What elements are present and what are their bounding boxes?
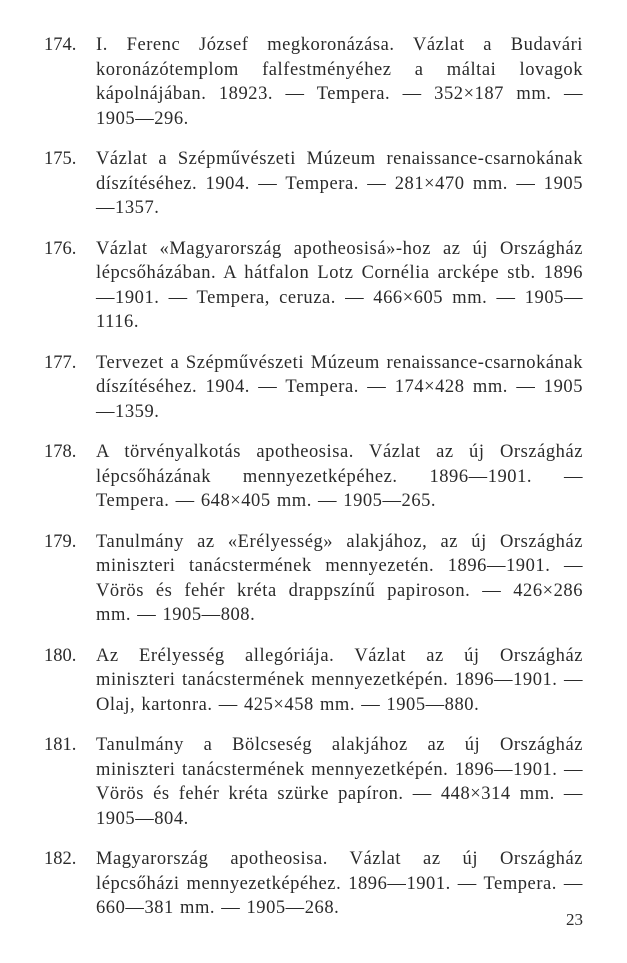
entry-text: Tervezet a Szépművészeti Múzeum renaissance-csarnokának díszítéséhez. 1904. — Tempera. — 174×428 mm. — 1905—1359. [96,352,583,422]
page-number: 23 [566,910,583,929]
entry-text: A törvényalkotás apotheosisa. Vázlat az új Országház lépcsőházának mennyezetképéhez. 1896—1901. — Tempera. — 648×405 mm. — 1905—265. [96,442,583,511]
entry-number: 180. [44,645,77,666]
catalog-entry-177 [44,351,583,425]
entry-number: 176. [44,238,77,259]
catalog-entry-181 [44,733,583,831]
entry-number: 179. [44,531,77,552]
entry-number: 174. [44,35,77,55]
catalog-entry-174 [44,33,583,131]
catalog-entry-179 [44,530,583,628]
entry-text: Magyarország apotheosisa. Vázlat az új Országház lépcsőházi mennyezetképéhez. 1896—1901. — Tempera. — 660—381 mm. — 1905—268. [96,849,583,918]
entry-number: 177. [44,352,77,373]
catalog-entry-180 [44,644,583,718]
catalog-entry-175 [44,147,583,221]
entry-text: Tanulmány a Bölcseség alakjához az új Országház miniszteri tanácstermének mennyezetképén. 1896—1901. — Vörös és fehér kréta szürke papíron. — 448×314 mm. — 1905—804. [96,735,583,829]
entry-number: 178. [44,442,77,462]
entry-number: 182. [44,849,77,869]
catalog-entry-182 [44,847,583,921]
entry-text: I. Ferenc József megkoronázása. Vázlat a Budavári koronázótemplom falfestményéhez a máltai lovagok kápolnájában. 18923. — Tempera. — 352×187 mm. — 1905—296. [96,35,583,129]
entry-text: Az Erélyesség allegóriája. Vázlat az új Országház miniszteri tanácstermének mennyezetképén. 1896—1901. — Olaj, kartonra. — 425×458 mm. — 1905—880. [96,645,583,715]
entry-text: Tanulmány az «Erélyesség» alakjához, az új Országház miniszteri tanácstermének mennyezetén. 1896—1901. — Vörös és fehér kréta drappszínű papiroson. — 426×286 mm. — 1905—808. [96,531,583,625]
entry-text: Vázlat a Szépművészeti Múzeum renaissance-csarnokának díszítéséhez. 1904. — Tempera. — 281×470 mm. — 1905—1357. [96,149,583,218]
catalog-entry-178 [44,440,583,514]
catalog-entry-176 [44,237,583,335]
entry-number: 175. [44,149,77,169]
entry-number: 181. [44,735,77,755]
entry-text: Vázlat «Magyarország apotheosisá»-hoz az új Országház lépcsőházában. A hátfalon Lotz Cornélia arcképe stb. 1896—1901. — Tempera, ceruza. — 466×605 mm. — 1905—1116. [96,238,583,332]
